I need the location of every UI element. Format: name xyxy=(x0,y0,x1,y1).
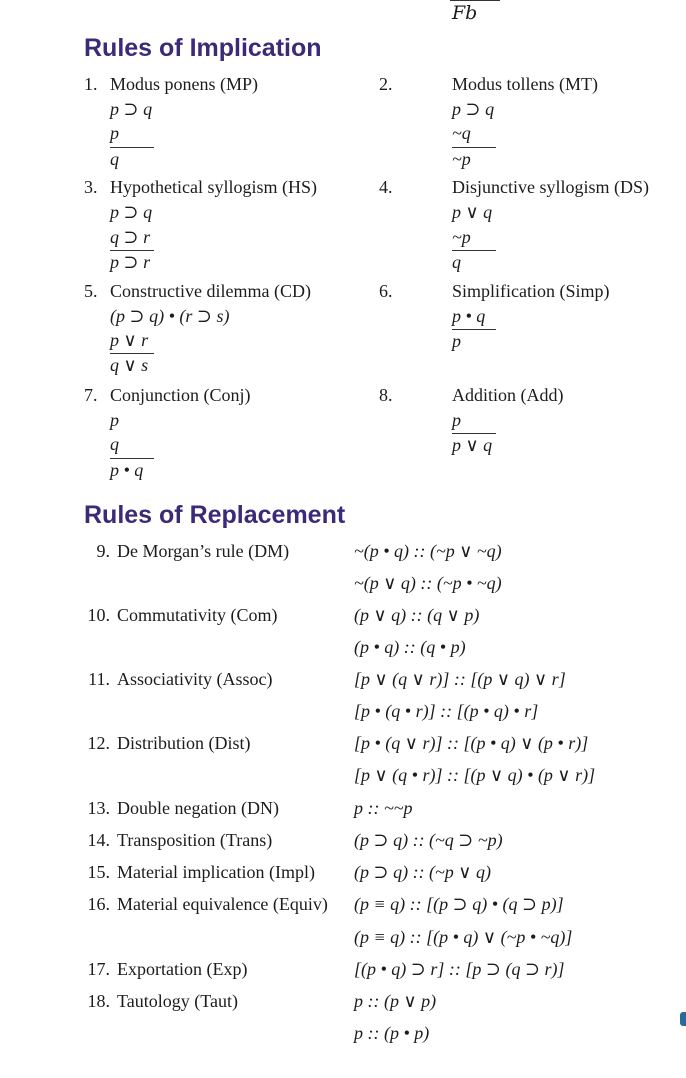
equivalence-form: (p • q) :: (q • p) xyxy=(354,637,466,657)
rule-number: 17. xyxy=(87,959,110,979)
premise: p xyxy=(452,410,461,430)
rule-number: 11. xyxy=(88,669,110,689)
rule-number: 7. xyxy=(84,385,98,405)
equivalence-form: p :: ~~p xyxy=(354,798,413,818)
implication-heading: Rules of Implication xyxy=(84,34,322,62)
equivalence-form: (p ≡ q) :: [(p ⊃ q) • (q ⊃ p)] xyxy=(354,894,564,914)
rule-name: Addition (Add) xyxy=(452,385,564,405)
conclusion: p xyxy=(452,331,461,351)
equivalence-form: ~(p ∨ q) :: (~p • ~q) xyxy=(354,573,502,593)
replacement-heading: Rules of Replacement xyxy=(84,501,346,529)
rule-name: Transposition (Trans) xyxy=(117,830,273,850)
premise: ~p xyxy=(452,227,471,247)
conclusion: q ∨ s xyxy=(110,355,149,375)
rule-number: 16. xyxy=(87,894,110,914)
rule-number: 13. xyxy=(87,798,110,818)
conclusion: p ⊃ r xyxy=(110,252,151,272)
premise: p ⊃ q xyxy=(110,99,153,119)
rule-name: Disjunctive syllogism (DS) xyxy=(452,177,649,197)
premise: (p ⊃ q) • (r ⊃ s) xyxy=(110,306,230,326)
rule-name: Material equivalence (Equiv) xyxy=(117,894,328,914)
page-edge-marker xyxy=(680,1012,686,1026)
premise: p ⊃ q xyxy=(452,99,495,119)
rule-name: Constructive dilemma (CD) xyxy=(110,281,311,301)
equivalence-form: [p • (q ∨ r)] :: [(p • q) ∨ (p • r)] xyxy=(354,733,589,753)
rule-number: 8. xyxy=(379,385,393,405)
rule-number: 6. xyxy=(379,281,393,301)
rule-name: De Morgan’s rule (DM) xyxy=(117,541,290,561)
rule-name: Distribution (Dist) xyxy=(117,733,251,753)
conclusion: p • q xyxy=(110,460,144,480)
equivalence-form: (p ⊃ q) :: (~q ⊃ ~p) xyxy=(354,830,503,850)
rule-number: 3. xyxy=(84,177,98,197)
equivalence-form: (p ⊃ q) :: (~p ∨ q) xyxy=(354,862,491,882)
rule-number: 2. xyxy=(379,74,393,94)
equivalence-form: [p ∨ (q ∨ r)] :: [(p ∨ q) ∨ r] xyxy=(354,669,566,689)
rule-name: Double negation (DN) xyxy=(117,798,279,818)
conclusion: ~p xyxy=(452,149,471,169)
premise: p ∨ q xyxy=(452,202,493,222)
equivalence-form: (p ≡ q) :: [(p • q) ∨ (~p • ~q)] xyxy=(354,927,573,947)
premise: p xyxy=(110,123,119,143)
premise: p • q xyxy=(452,306,486,326)
equivalence-form: [(p • q) ⊃ r] :: [p ⊃ (q ⊃ r)] xyxy=(354,959,565,979)
rule-number: 14. xyxy=(87,830,110,850)
conclusion: q xyxy=(110,149,119,169)
premise: q ⊃ r xyxy=(110,227,151,247)
rule-number: 1. xyxy=(84,74,98,94)
rule-name: Associativity (Assoc) xyxy=(117,669,273,689)
rule-number: 9. xyxy=(96,541,110,561)
premise: p ⊃ q xyxy=(110,202,153,222)
equivalence-form: (p ∨ q) :: (q ∨ p) xyxy=(354,605,480,625)
rule-name: Material implication (Impl) xyxy=(117,862,315,882)
equivalence-form: [p ∨ (q • r)] :: [(p ∨ q) • (p ∨ r)] xyxy=(354,765,596,785)
rule-number: 18. xyxy=(87,991,110,1011)
rule-name: Simplification (Simp) xyxy=(452,281,610,301)
rule-name: Hypothetical syllogism (HS) xyxy=(110,177,317,197)
premise: q xyxy=(110,434,119,454)
premise: ~q xyxy=(452,123,471,143)
publisher-logo: Fb xyxy=(452,2,478,24)
conclusion: p ∨ q xyxy=(452,435,493,455)
rule-number: 15. xyxy=(87,862,110,882)
logo-rule xyxy=(450,0,500,1)
rule-name: Modus tollens (MT) xyxy=(452,74,598,94)
equivalence-form: p :: (p • p) xyxy=(354,1023,430,1043)
equivalence-form: ~(p • q) :: (~p ∨ ~q) xyxy=(354,541,502,561)
rule-name: Exportation (Exp) xyxy=(117,959,248,979)
rule-number: 5. xyxy=(84,281,98,301)
rule-number: 12. xyxy=(87,733,110,753)
equivalence-form: p :: (p ∨ p) xyxy=(354,991,437,1011)
rule-name: Conjunction (Conj) xyxy=(110,385,251,405)
premise: p ∨ r xyxy=(110,330,149,350)
rule-name: Modus ponens (MP) xyxy=(110,74,259,94)
rule-name: Tautology (Taut) xyxy=(117,991,238,1011)
rule-name: Commutativity (Com) xyxy=(117,605,278,625)
rule-number: 10. xyxy=(87,605,110,625)
premise: p xyxy=(110,410,119,430)
rule-number: 4. xyxy=(379,177,393,197)
conclusion: q xyxy=(452,252,461,272)
equivalence-form: [p • (q • r)] :: [(p • q) • r] xyxy=(354,701,539,721)
